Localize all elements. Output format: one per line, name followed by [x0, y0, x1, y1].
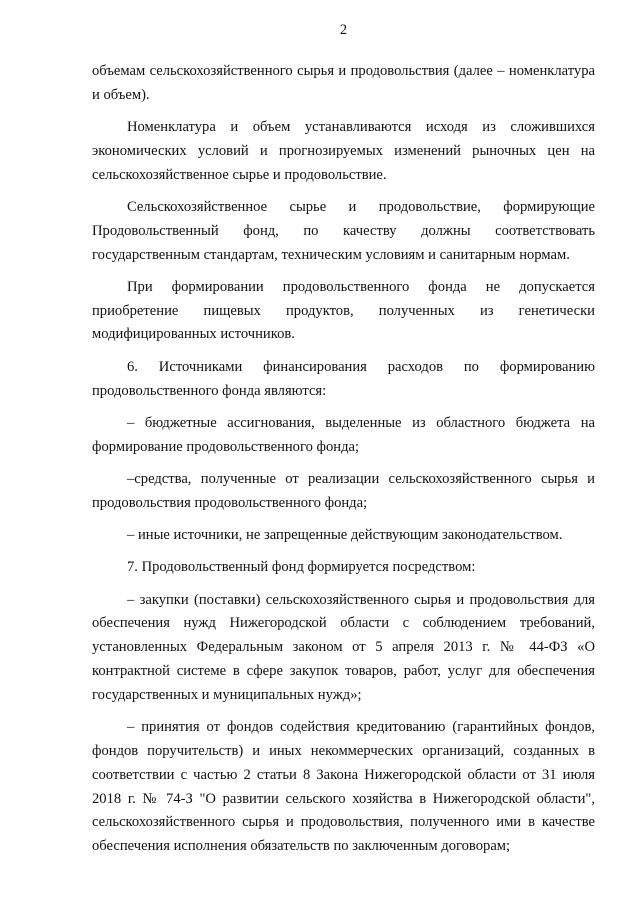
list-item-sales-funds: –средства, полученные от реализации сельскохозяйственного сырья и продовольствия продовольственного фонда; [92, 470, 595, 511]
paragraph-item-6: 6. Источниками финансирования расходов по формированию продовольственного фонда являются: [92, 358, 595, 399]
paragraph-nomenclature: Номенклатура и объем устанавливаются исходя из сложившихся экономических условий и прогнозируемых изменений рыночных цен на сельскохозяйственное сырье и продовольствие. [92, 119, 595, 183]
list-item-procurement: – закупки (поставки) сельскохозяйственного сырья и продовольствия для обеспечения нужд Нижегородской области с соблюдением требований, установленных Федеральным законом от 5 апреля 2013 г. № 44-ФЗ «О контрактной системе в сфере закупок товаров, работ, услуг для обеспечения государственных и муниципальных нужд»; [92, 591, 595, 703]
paragraph-gmo: При формировании продовольственного фонда не допускается приобретение пищевых продуктов, полученных из генетически модифицированных источников. [92, 278, 595, 343]
document-page [92, 0, 595, 905]
paragraph-item-7: 7. Продовольственный фонд формируется посредством: [127, 559, 476, 576]
page-number: 2 [339, 22, 348, 38]
list-item-acceptance: – принятия от фондов содействия кредитованию (гарантийных фондов, фондов поручительств) и иных некоммерческих организаций, созданных в соответствии с частью 2 статьи 8 Закона Нижегородской области от 31 июля 2018 г. № 74-З "О развитии сельского хозяйства в Нижегородской области", сельскохозяйственного сырья и продовольствия, полученного ими в качестве обеспечения исполнения обязательств по заключенным договорам; [92, 719, 595, 855]
paragraph-continuation: объемам сельскохозяйственного сырья и продовольствия (далее – номенклатура и объем). [92, 63, 595, 103]
document-body [92, 60, 595, 867]
paragraph-quality: Сельскохозяйственное сырье и продовольствие, формирующие Продовольственный фонд, по качеству должны соответствовать государственным стандартам, техническим условиям и санитарным нормам. [92, 198, 595, 263]
list-item-budget: – бюджетные ассигнования, выделенные из областного бюджета на формирование продовольственного фонда; [92, 414, 595, 455]
list-item-other-sources: – иные источники, не запрещенные действующим законодательством. [127, 527, 563, 544]
